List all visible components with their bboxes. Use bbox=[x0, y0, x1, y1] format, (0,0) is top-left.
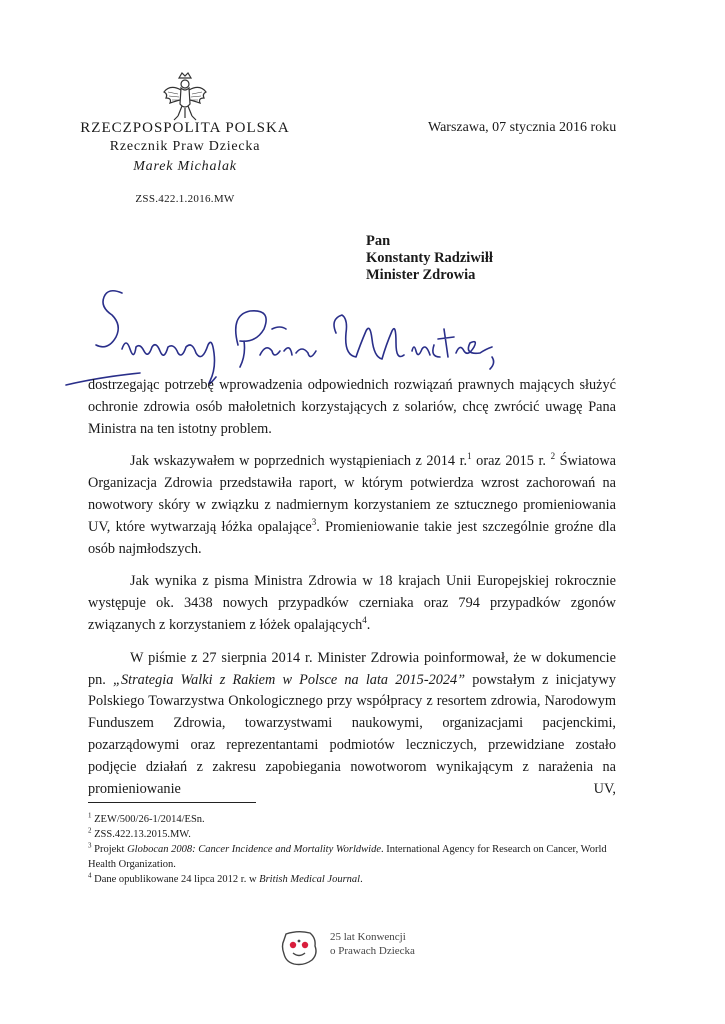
footnote-4: $^4$ Dane opublikowane 24 lipca 2012 r. w British Medical Journal. bbox=[88, 871, 363, 885]
footnote-1: $^1$ ZEW/500/26-1/2014/ESn. bbox=[88, 811, 205, 825]
official-name: Marek Michalak bbox=[133, 159, 237, 174]
poland-map-face-icon bbox=[278, 928, 320, 968]
paragraph-2: Jak wskazywałem w poprzednich wystąpieniach z 2014 r.$^1$ oraz 2015 r. $^2$ Światowa Organizacja Zdrowia przedstawiła raport, w którym potwierdza wzrost zachorowań na nowotwory skóry w związku z nadmiernym korzystaniem ze sztucznego promieniowania UV, które wytwarzają łóżka opalające$^3$. Promieniowanie takie jest szczególnie groźne dla osób najmłodszych. bbox=[88, 451, 616, 557]
footnote-3: $^3$ Projekt Globocan 2008: Cancer Incidence and Mortality Worldwide. International Agency for Research on Cancer, World Health Organization. bbox=[88, 841, 607, 870]
paragraph-4: W piśmie z 27 sierpnia 2014 r. Minister Zdrowia poinformował, że w dokumencie pn. „Strategia Walki z Rakiem w Polsce na lata 2015-2024” powstałym z inicjatywy Polskiego Towarzystwa Onkologicznego przy współpracy z resortem zdrowia, Narodowym Funduszem Zdrowia, towarzystwami naukowymi, organizacjami pacjenckimi, pozarządowymi oraz reprezentantami podmiotów leczniczych, przewidziane zostało podjęcie działań z zakresu zapobiegania nowotworom wynikającym z narażenia na promieniowanie UV, bbox=[88, 649, 617, 797]
footnote-divider bbox=[88, 802, 256, 803]
footnote-ref-3: 3 bbox=[311, 517, 317, 528]
footnote-ref-4: 4 bbox=[362, 615, 367, 626]
logo-line-2: o Prawach Dziecka bbox=[330, 945, 415, 957]
footnote-ref-1: 1 bbox=[467, 451, 472, 462]
footnote-ref-2: 2 bbox=[550, 451, 556, 462]
logo-line-1: 25 lat Konwencji bbox=[330, 931, 406, 943]
addressee-position: Minister Zdrowia bbox=[366, 267, 476, 283]
footer-logo-text bbox=[330, 930, 415, 958]
letter-date: Warszawa, 07 stycznia 2016 roku bbox=[428, 120, 617, 135]
paragraph-1: dostrzegając potrzebę wprowadzenia odpowiednich rozwiązań prawnych mających służyć ochronie zdrowia osób małoletnich korzystających z solariów, chcę zwrócić uwagę Pana Ministra na ten istotny problem. bbox=[88, 377, 616, 437]
office-name: Rzecznik Praw Dziecka bbox=[109, 139, 261, 154]
country-name: RZECZPOSPOLITA POLSKA bbox=[80, 120, 290, 136]
footnote-2: $^2$ ZSS.422.13.2015.MW. bbox=[88, 826, 191, 840]
footnotes bbox=[88, 812, 616, 887]
addressee-name: Konstanty Radziwiłł bbox=[366, 250, 493, 266]
reference-number: ZSS.422.1.2016.MW bbox=[135, 193, 235, 205]
paragraph-3: Jak wynika z pisma Ministra Zdrowia w 18 krajach Unii Europejskiej rokrocznie występuje ok. 3438 nowych przypadków czerniaka oraz 794 przypadków zgonów związanych z korzystaniem z łóżek opalających$^4$. bbox=[88, 573, 616, 633]
addressee-title: Pan bbox=[366, 233, 391, 249]
letter-body bbox=[88, 375, 616, 800]
